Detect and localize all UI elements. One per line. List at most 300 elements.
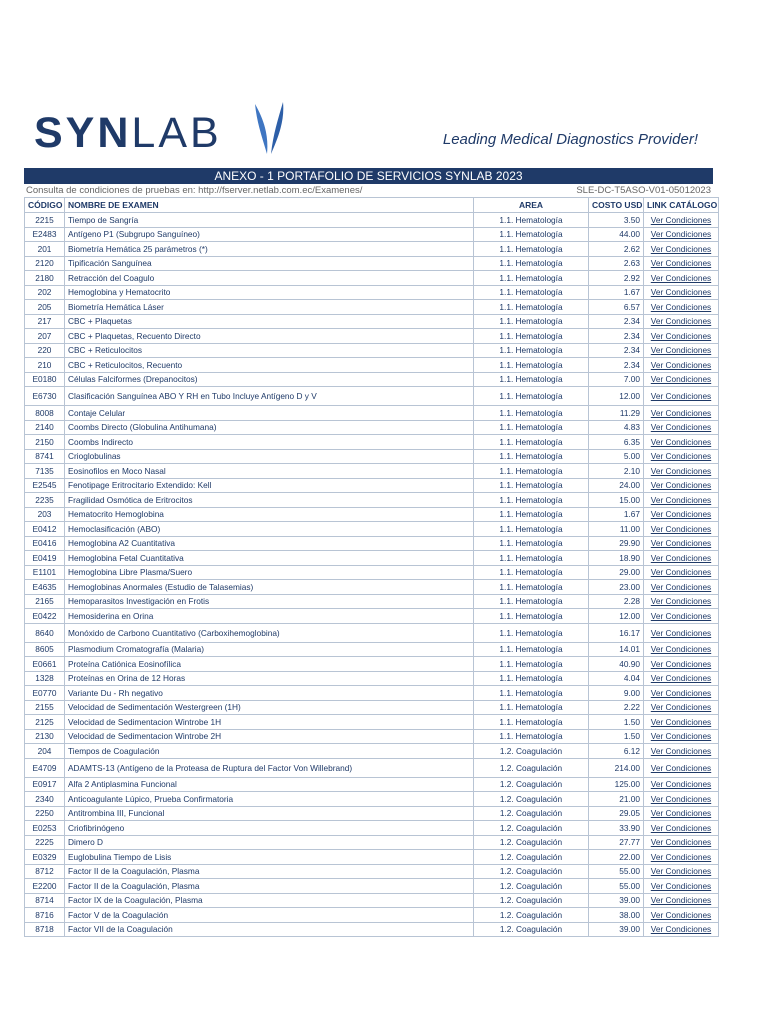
cell-name: Velocidad de Sedimentación Westergreen (1H) <box>65 700 474 715</box>
table-row <box>25 565 719 580</box>
cell-code: E4635 <box>25 580 65 595</box>
ver-condiciones-link[interactable]: Ver Condiciones <box>650 436 712 447</box>
cell-link <box>644 657 719 672</box>
cell-area: 1.1. Hematología <box>474 715 589 730</box>
col-header-link: LINK CATÁLOGO <box>644 198 719 213</box>
cell-name: Factor II de la Coagulación, Plasma <box>65 864 474 879</box>
ver-condiciones-link[interactable]: Ver Condiciones <box>650 330 712 341</box>
cell-code: 220 <box>25 343 65 358</box>
table-row <box>25 580 719 595</box>
cell-area: 1.1. Hematología <box>474 271 589 286</box>
cell-name: Tipificación Sanguínea <box>65 256 474 271</box>
ver-condiciones-link[interactable]: Ver Condiciones <box>650 287 712 298</box>
cell-cost: 1.67 <box>589 285 644 300</box>
cell-name: Monóxido de Carbono Cuantitativo (Carboxihemoglobina) <box>65 623 474 642</box>
cell-area: 1.1. Hematología <box>474 406 589 421</box>
cell-link <box>644 700 719 715</box>
ver-condiciones-link[interactable]: Ver Condiciones <box>650 762 712 773</box>
cell-code: 8640 <box>25 623 65 642</box>
cell-name: Hematocrito Hemoglobina <box>65 507 474 522</box>
cell-name: Coombs Indirecto <box>65 435 474 450</box>
cell-cost: 6.57 <box>589 300 644 315</box>
cell-cost: 2.34 <box>589 329 644 344</box>
cell-cost: 4.04 <box>589 671 644 686</box>
cell-cost: 1.67 <box>589 507 644 522</box>
ver-condiciones-link[interactable]: Ver Condiciones <box>650 793 712 804</box>
cell-code: 210 <box>25 358 65 373</box>
table-row <box>25 850 719 865</box>
ver-condiciones-link[interactable]: Ver Condiciones <box>650 909 712 920</box>
cell-link <box>644 609 719 624</box>
cell-cost: 2.92 <box>589 271 644 286</box>
cell-link <box>644 387 719 406</box>
cell-name: Factor VII de la Coagulación <box>65 922 474 937</box>
cell-name: Antígeno P1 (Subgrupo Sanguíneo) <box>65 227 474 242</box>
cell-link <box>644 671 719 686</box>
table-row <box>25 715 719 730</box>
table-row <box>25 879 719 894</box>
ver-condiciones-link[interactable]: Ver Condiciones <box>650 866 712 877</box>
cell-name: CBC + Plaquetas, Recuento Directo <box>65 329 474 344</box>
document-title-banner: ANEXO - 1 PORTAFOLIO DE SERVICIOS SYNLAB 2023 <box>24 168 713 184</box>
table-row <box>25 922 719 937</box>
cell-area: 1.2. Coagulación <box>474 758 589 777</box>
cell-code: 2155 <box>25 700 65 715</box>
ver-condiciones-link[interactable]: Ver Condiciones <box>650 581 712 592</box>
cell-code: 1328 <box>25 671 65 686</box>
ver-condiciones-link[interactable]: Ver Condiciones <box>650 229 712 240</box>
ver-condiciones-link[interactable]: Ver Condiciones <box>650 702 712 713</box>
ver-condiciones-link[interactable]: Ver Condiciones <box>650 422 712 433</box>
cell-code: 2125 <box>25 715 65 730</box>
cell-area: 1.2. Coagulación <box>474 908 589 923</box>
ver-condiciones-link[interactable]: Ver Condiciones <box>650 880 712 891</box>
cell-name: Hemoglobina Fetal Cuantitativa <box>65 551 474 566</box>
cell-name: Coombs Directo (Globulina Antihumana) <box>65 420 474 435</box>
cell-area: 1.2. Coagulación <box>474 864 589 879</box>
table-row <box>25 777 719 792</box>
cell-code: E0661 <box>25 657 65 672</box>
cell-name: Factor V de la Coagulación <box>65 908 474 923</box>
cell-cost: 21.00 <box>589 792 644 807</box>
ver-condiciones-link[interactable]: Ver Condiciones <box>650 731 712 742</box>
cell-name: Velocidad de Sedimentacion Wintrobe 1H <box>65 715 474 730</box>
cell-cost: 2.62 <box>589 242 644 257</box>
cell-area: 1.2. Coagulación <box>474 922 589 937</box>
cell-area: 1.1. Hematología <box>474 300 589 315</box>
cell-code: 8605 <box>25 642 65 657</box>
synlab-leaf-icon <box>249 100 289 158</box>
cell-cost: 2.34 <box>589 358 644 373</box>
ver-condiciones-link[interactable]: Ver Condiciones <box>650 673 712 684</box>
cell-name: Tiempo de Sangría <box>65 213 474 228</box>
cell-area: 1.1. Hematología <box>474 387 589 406</box>
cell-name: Criofibrinógeno <box>65 821 474 836</box>
cell-code: 2150 <box>25 435 65 450</box>
cell-name: Contaje Celular <box>65 406 474 421</box>
cell-cost: 5.00 <box>589 449 644 464</box>
cell-link <box>644 893 719 908</box>
cell-link <box>644 821 719 836</box>
table-body <box>25 213 719 937</box>
cell-link <box>644 358 719 373</box>
cell-code: 8716 <box>25 908 65 923</box>
table-row <box>25 522 719 537</box>
table-row <box>25 227 719 242</box>
ver-condiciones-link[interactable]: Ver Condiciones <box>650 451 712 462</box>
cell-name: Hemoglobina Libre Plasma/Suero <box>65 565 474 580</box>
cell-name: Hemoglobinas Anormales (Estudio de Talasemias) <box>65 580 474 595</box>
cell-link <box>644 864 719 879</box>
cell-cost: 3.50 <box>589 213 644 228</box>
table-row <box>25 835 719 850</box>
cell-code: E0770 <box>25 686 65 701</box>
cell-cost: 40.90 <box>589 657 644 672</box>
cell-link <box>644 792 719 807</box>
ver-condiciones-link[interactable]: Ver Condiciones <box>650 745 712 756</box>
ver-condiciones-link[interactable]: Ver Condiciones <box>650 374 712 385</box>
cell-cost: 9.00 <box>589 686 644 701</box>
table-row <box>25 406 719 421</box>
cell-link <box>644 835 719 850</box>
cell-link <box>644 744 719 759</box>
cell-area: 1.1. Hematología <box>474 623 589 642</box>
cell-cost: 7.00 <box>589 372 644 387</box>
cell-area: 1.2. Coagulación <box>474 744 589 759</box>
table-row <box>25 372 719 387</box>
table-row <box>25 594 719 609</box>
cell-link <box>644 285 719 300</box>
cell-code: E4709 <box>25 758 65 777</box>
cell-code: 204 <box>25 744 65 759</box>
table-row <box>25 551 719 566</box>
cell-area: 1.1. Hematología <box>474 594 589 609</box>
subheader-line <box>24 184 713 197</box>
cell-cost: 27.77 <box>589 835 644 850</box>
cell-link <box>644 623 719 642</box>
cell-code: E0416 <box>25 536 65 551</box>
cell-cost: 39.00 <box>589 893 644 908</box>
table-row <box>25 864 719 879</box>
ver-condiciones-link[interactable]: Ver Condiciones <box>650 658 712 669</box>
cell-code: 202 <box>25 285 65 300</box>
table-row <box>25 387 719 406</box>
cell-cost: 6.12 <box>589 744 644 759</box>
cell-area: 1.1. Hematología <box>474 657 589 672</box>
cell-link <box>644 227 719 242</box>
cell-code: 8712 <box>25 864 65 879</box>
cell-code: E6730 <box>25 387 65 406</box>
ver-condiciones-link[interactable]: Ver Condiciones <box>650 258 712 269</box>
cell-code: 2120 <box>25 256 65 271</box>
cell-code: 205 <box>25 300 65 315</box>
table-row <box>25 908 719 923</box>
ver-condiciones-link[interactable]: Ver Condiciones <box>650 924 712 935</box>
table-row <box>25 821 719 836</box>
cell-link <box>644 464 719 479</box>
cell-area: 1.1. Hematología <box>474 551 589 566</box>
cell-cost: 29.05 <box>589 806 644 821</box>
cell-cost: 1.50 <box>589 715 644 730</box>
cell-cost: 214.00 <box>589 758 644 777</box>
table-row <box>25 744 719 759</box>
cell-area: 1.1. Hematología <box>474 420 589 435</box>
cell-link <box>644 507 719 522</box>
cell-code: 2235 <box>25 493 65 508</box>
ver-condiciones-link[interactable]: Ver Condiciones <box>650 494 712 505</box>
ver-condiciones-link[interactable]: Ver Condiciones <box>650 610 712 621</box>
table-row <box>25 671 719 686</box>
cell-link <box>644 551 719 566</box>
cell-code: 8008 <box>25 406 65 421</box>
cell-link <box>644 343 719 358</box>
cell-link <box>644 435 719 450</box>
cell-code: E2545 <box>25 478 65 493</box>
ver-condiciones-link[interactable]: Ver Condiciones <box>650 627 712 638</box>
cell-name: Velocidad de Sedimentacion Wintrobe 2H <box>65 729 474 744</box>
cell-name: CBC + Plaquetas <box>65 314 474 329</box>
cell-cost: 125.00 <box>589 777 644 792</box>
cell-cost: 39.00 <box>589 922 644 937</box>
cell-link <box>644 271 719 286</box>
ver-condiciones-link[interactable]: Ver Condiciones <box>650 301 712 312</box>
cell-area: 1.1. Hematología <box>474 686 589 701</box>
cell-name: Biometría Hemática 25 parámetros (*) <box>65 242 474 257</box>
cell-code: E0329 <box>25 850 65 865</box>
cell-name: Euglobulina Tiempo de Lisis <box>65 850 474 865</box>
cell-link <box>644 314 719 329</box>
cell-cost: 55.00 <box>589 879 644 894</box>
cell-link <box>644 879 719 894</box>
cell-code: E0412 <box>25 522 65 537</box>
cell-link <box>644 213 719 228</box>
cell-area: 1.1. Hematología <box>474 358 589 373</box>
services-table <box>24 197 719 937</box>
cell-code: 8714 <box>25 893 65 908</box>
cell-link <box>644 565 719 580</box>
cell-area: 1.1. Hematología <box>474 343 589 358</box>
ver-condiciones-link[interactable]: Ver Condiciones <box>650 243 712 254</box>
table-row <box>25 642 719 657</box>
cell-area: 1.1. Hematología <box>474 671 589 686</box>
cell-area: 1.1. Hematología <box>474 565 589 580</box>
cell-name: Proteína Catiónica Eosinofílica <box>65 657 474 672</box>
table-row <box>25 657 719 672</box>
table-row <box>25 806 719 821</box>
cell-cost: 29.90 <box>589 536 644 551</box>
cell-cost: 2.34 <box>589 314 644 329</box>
ver-condiciones-link[interactable]: Ver Condiciones <box>650 359 712 370</box>
cell-cost: 2.22 <box>589 700 644 715</box>
cell-link <box>644 850 719 865</box>
cell-name: Células Falciformes (Drepanocitos) <box>65 372 474 387</box>
cell-cost: 29.00 <box>589 565 644 580</box>
cell-link <box>644 478 719 493</box>
cell-area: 1.1. Hematología <box>474 435 589 450</box>
table-row <box>25 300 719 315</box>
table-row <box>25 343 719 358</box>
table-row <box>25 758 719 777</box>
ver-condiciones-link[interactable]: Ver Condiciones <box>650 509 712 520</box>
cell-area: 1.1. Hematología <box>474 285 589 300</box>
cell-name: Biometría Hemática Láser <box>65 300 474 315</box>
cell-cost: 1.50 <box>589 729 644 744</box>
table-row <box>25 329 719 344</box>
logo-wordmark-light: LAB <box>131 109 222 157</box>
cell-code: 207 <box>25 329 65 344</box>
cell-cost: 12.00 <box>589 387 644 406</box>
cell-code: 2140 <box>25 420 65 435</box>
cell-cost: 11.29 <box>589 406 644 421</box>
ver-condiciones-link[interactable]: Ver Condiciones <box>650 552 712 563</box>
ver-condiciones-link[interactable]: Ver Condiciones <box>650 567 712 578</box>
ver-condiciones-link[interactable]: Ver Condiciones <box>650 596 712 607</box>
ver-condiciones-link[interactable]: Ver Condiciones <box>650 644 712 655</box>
cell-name: Plasmodium Cromatografía (Malaria) <box>65 642 474 657</box>
table-row <box>25 507 719 522</box>
cell-cost: 55.00 <box>589 864 644 879</box>
cell-area: 1.1. Hematología <box>474 536 589 551</box>
table-row <box>25 314 719 329</box>
ver-condiciones-link[interactable]: Ver Condiciones <box>650 779 712 790</box>
cell-name: Proteínas en Orina de 12 Horas <box>65 671 474 686</box>
cell-area: 1.1. Hematología <box>474 213 589 228</box>
cell-code: 2340 <box>25 792 65 807</box>
ver-condiciones-link[interactable]: Ver Condiciones <box>650 391 712 401</box>
table-row <box>25 464 719 479</box>
cell-link <box>644 449 719 464</box>
cell-code: 217 <box>25 314 65 329</box>
cell-code: E0422 <box>25 609 65 624</box>
cell-name: Antitrombina III, Funcional <box>65 806 474 821</box>
cell-area: 1.1. Hematología <box>474 522 589 537</box>
cell-cost: 2.63 <box>589 256 644 271</box>
cell-name: Tiempos de Coagulación <box>65 744 474 759</box>
table-row <box>25 792 719 807</box>
cell-name: Eosinofilos en Moco Nasal <box>65 464 474 479</box>
ver-condiciones-link[interactable]: Ver Condiciones <box>650 687 712 698</box>
cell-area: 1.1. Hematología <box>474 449 589 464</box>
ver-condiciones-link[interactable]: Ver Condiciones <box>650 538 712 549</box>
cell-link <box>644 758 719 777</box>
cell-code: 2130 <box>25 729 65 744</box>
table-row <box>25 271 719 286</box>
cell-cost: 18.90 <box>589 551 644 566</box>
cell-link <box>644 729 719 744</box>
table-row <box>25 493 719 508</box>
table-row <box>25 449 719 464</box>
cell-cost: 33.90 <box>589 821 644 836</box>
cell-area: 1.1. Hematología <box>474 256 589 271</box>
cell-cost: 44.00 <box>589 227 644 242</box>
cell-code: 2165 <box>25 594 65 609</box>
cell-name: Hemoglobina y Hematocrito <box>65 285 474 300</box>
cell-name: ADAMTS-13 (Antígeno de la Proteasa de Ruptura del Factor Von Willebrand) <box>65 758 474 777</box>
logo-wordmark-bold: SYN <box>34 109 132 157</box>
cell-name: CBC + Reticulocitos <box>65 343 474 358</box>
cell-cost: 6.35 <box>589 435 644 450</box>
cell-name: Fragilidad Osmótica de Eritrocitos <box>65 493 474 508</box>
cell-cost: 11.00 <box>589 522 644 537</box>
cell-link <box>644 686 719 701</box>
cell-link <box>644 594 719 609</box>
cell-code: 203 <box>25 507 65 522</box>
cell-name: Hemoglobina A2 Cuantitativa <box>65 536 474 551</box>
cell-area: 1.1. Hematología <box>474 478 589 493</box>
cell-link <box>644 420 719 435</box>
ver-condiciones-link[interactable]: Ver Condiciones <box>650 523 712 534</box>
ver-condiciones-link[interactable]: Ver Condiciones <box>650 480 712 491</box>
table-row <box>25 893 719 908</box>
ver-condiciones-link[interactable]: Ver Condiciones <box>650 465 712 476</box>
cell-link <box>644 806 719 821</box>
ver-condiciones-link[interactable]: Ver Condiciones <box>650 895 712 906</box>
cell-link <box>644 256 719 271</box>
table-row <box>25 213 719 228</box>
cell-cost: 24.00 <box>589 478 644 493</box>
cell-name: Factor IX de la Coagulación, Plasma <box>65 893 474 908</box>
cell-area: 1.1. Hematología <box>474 609 589 624</box>
table-row <box>25 536 719 551</box>
table-row <box>25 420 719 435</box>
cell-code: 2180 <box>25 271 65 286</box>
ver-condiciones-link[interactable]: Ver Condiciones <box>650 272 712 283</box>
cell-name: Retracción del Coagulo <box>65 271 474 286</box>
cell-link <box>644 922 719 937</box>
ver-condiciones-link[interactable]: Ver Condiciones <box>650 822 712 833</box>
cell-cost: 2.34 <box>589 343 644 358</box>
cell-link <box>644 300 719 315</box>
cell-cost: 12.00 <box>589 609 644 624</box>
table-row <box>25 686 719 701</box>
cell-area: 1.1. Hematología <box>474 329 589 344</box>
ver-condiciones-link[interactable]: Ver Condiciones <box>650 345 712 356</box>
cell-link <box>644 642 719 657</box>
cell-link <box>644 242 719 257</box>
cell-name: Fenotipage Eritrocitario Extendido: Kell <box>65 478 474 493</box>
cell-area: 1.2. Coagulación <box>474 893 589 908</box>
cell-link <box>644 406 719 421</box>
table-row <box>25 435 719 450</box>
ver-condiciones-link[interactable]: Ver Condiciones <box>650 316 712 327</box>
table-row <box>25 609 719 624</box>
cell-link <box>644 536 719 551</box>
ver-condiciones-link[interactable]: Ver Condiciones <box>650 214 712 225</box>
cell-area: 1.1. Hematología <box>474 642 589 657</box>
table-row <box>25 623 719 642</box>
cell-link <box>644 715 719 730</box>
cell-area: 1.2. Coagulación <box>474 821 589 836</box>
cell-code: 8718 <box>25 922 65 937</box>
ver-condiciones-link[interactable]: Ver Condiciones <box>650 837 712 848</box>
cell-cost: 22.00 <box>589 850 644 865</box>
table-row <box>25 729 719 744</box>
cell-area: 1.1. Hematología <box>474 580 589 595</box>
cell-cost: 23.00 <box>589 580 644 595</box>
cell-area: 1.2. Coagulación <box>474 777 589 792</box>
cell-code: 2215 <box>25 213 65 228</box>
cell-code: E0419 <box>25 551 65 566</box>
cell-cost: 4.83 <box>589 420 644 435</box>
ver-condiciones-link[interactable]: Ver Condiciones <box>650 808 712 819</box>
cell-code: 2250 <box>25 806 65 821</box>
tagline: Leading Medical Diagnostics Provider! <box>442 131 698 148</box>
ver-condiciones-link[interactable]: Ver Condiciones <box>650 407 712 418</box>
ver-condiciones-link[interactable]: Ver Condiciones <box>650 716 712 727</box>
ver-condiciones-link[interactable]: Ver Condiciones <box>650 851 712 862</box>
cell-area: 1.1. Hematología <box>474 700 589 715</box>
cell-link <box>644 908 719 923</box>
